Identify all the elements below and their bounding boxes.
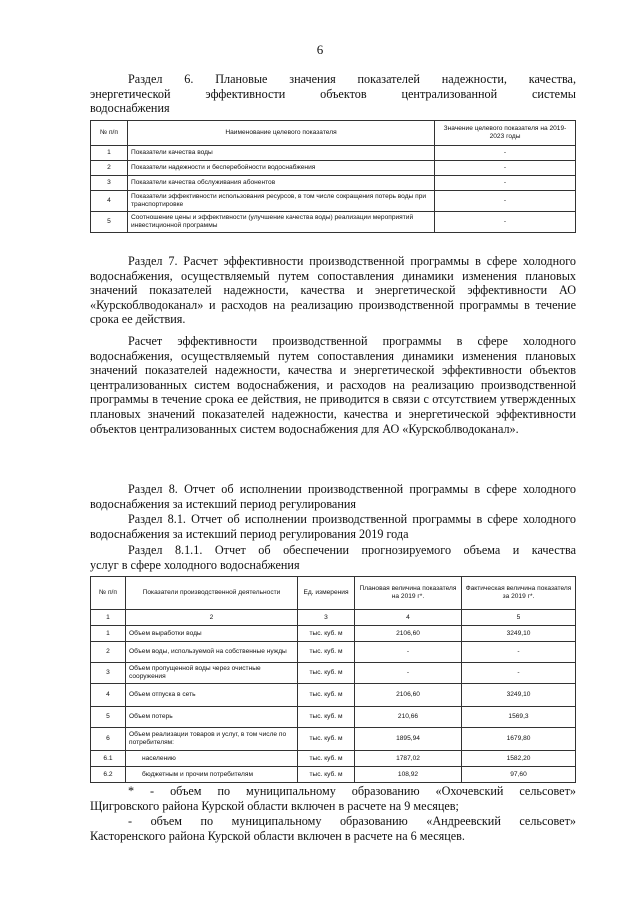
column-number: 5 [462, 610, 576, 626]
row-name: Показатели надежности и бесперебойности водоснабжения [128, 161, 435, 176]
footnote-line: - объем по муниципальному образованию «Андреевский сельсовет» [128, 814, 576, 828]
row-fact: 1679,80 [462, 728, 576, 751]
production-report-table [90, 576, 576, 783]
column-header: Показатели производственной деятельности [126, 577, 298, 610]
row-name: Показатели качества обслуживания абонентов [128, 176, 435, 191]
row-fact: 1582,20 [462, 751, 576, 767]
column-number: 3 [298, 610, 355, 626]
table-row [91, 161, 576, 176]
footnote-1 [90, 784, 576, 813]
table-header-row [91, 577, 576, 610]
row-number: 4 [91, 684, 126, 707]
row-value: - [435, 161, 576, 176]
row-number: 6.1 [91, 751, 126, 767]
row-plan: 2106,60 [355, 684, 462, 707]
row-fact: - [462, 642, 576, 663]
row-number: 6 [91, 728, 126, 751]
row-name: Объем воды, используемой на собственные нужды [126, 642, 298, 663]
row-name: Объем выработки воды [126, 626, 298, 642]
footnote-line: Касторенского района Курской области включен в расчете на 6 месяцев. [90, 828, 465, 843]
column-header: Наименование целевого показателя [128, 121, 435, 146]
table-row [91, 626, 576, 642]
row-plan: - [355, 663, 462, 684]
row-number: 1 [91, 626, 126, 642]
row-unit: тыс. куб. м [298, 728, 355, 751]
row-fact: 3249,10 [462, 626, 576, 642]
row-plan: 1787,02 [355, 751, 462, 767]
table-row [91, 642, 576, 663]
table-row [91, 176, 576, 191]
row-number: 5 [91, 212, 128, 233]
row-name: Показатели качества воды [128, 146, 435, 161]
section6-heading-line: Раздел 6. Плановые значения показателей надежности, качества, [128, 72, 576, 86]
section6-heading [90, 72, 576, 116]
row-name: Объем реализации товаров и услуг, в том числе по потребителям: [126, 728, 298, 751]
column-header: Фактическая величина показателя за 2019 г*. [462, 577, 576, 610]
row-name: Объем отпуска в сеть [126, 684, 298, 707]
table-row [91, 728, 576, 751]
row-value: - [435, 176, 576, 191]
row-plan: - [355, 642, 462, 663]
footnote-line: Щигровского района Курской области включен в расчете на 9 месяцев; [90, 798, 459, 813]
section6-heading-line: энергетической эффективности объектов централизованной системы [90, 86, 576, 101]
footnote-2 [90, 814, 576, 843]
row-fact: 1569,3 [462, 707, 576, 728]
table-row [91, 191, 576, 212]
section8-1-paragraph: Раздел 8.1. Отчет об исполнении производственной программы в сфере холодного водоснабжения за истекший период регулирования 2019 года [90, 512, 576, 541]
section8-1-1-line: Раздел 8.1.1. Отчет об обеспечении прогнозируемого объема и качества [128, 543, 576, 557]
row-unit: тыс. куб. м [298, 663, 355, 684]
row-unit: тыс. куб. м [298, 707, 355, 728]
column-header: № п/п [91, 121, 128, 146]
row-number: 1 [91, 146, 128, 161]
page-number: 6 [316, 42, 324, 57]
row-fact: 97,60 [462, 767, 576, 783]
indicators-table [90, 120, 576, 233]
row-unit: тыс. куб. м [298, 626, 355, 642]
column-number-row [91, 610, 576, 626]
column-number: 2 [126, 610, 298, 626]
column-header: Значение целевого показателя на 2019-2023 годы [435, 121, 576, 146]
row-plan: 1895,94 [355, 728, 462, 751]
section7-explanation: Расчет эффективности производственной программы в сфере холодного водоснабжения, осуществляемый путем сопоставления динамики изменения плановых значений показателей надежности, качества и энергетической эффективности объектов централизованных систем водоснабжения, и расходов на реализацию производственной программы в течение срока ее действия, не приводится в связи с отсутствием утвержденных плановых значений показателей надежности, качества и энергетической эффективности объектов централизованных систем водоснабжения для АО «Курскоблводоканал». [90, 334, 576, 436]
row-number: 4 [91, 191, 128, 212]
column-header: Ед. измерения [298, 577, 355, 610]
row-value: - [435, 146, 576, 161]
row-number: 5 [91, 707, 126, 728]
row-name: Соотношение цены и эффективности (улучшение качества воды) реализации мероприятий инвестиционной программы [128, 212, 435, 233]
section8-paragraph: Раздел 8. Отчет об исполнении производственной программы в сфере холодного водоснабжения за истекший период регулирования [90, 482, 576, 511]
row-fact: 3249,10 [462, 684, 576, 707]
row-value: - [435, 191, 576, 212]
row-number: 3 [91, 663, 126, 684]
row-unit: тыс. куб. м [298, 751, 355, 767]
section6-heading-line: водоснабжения [90, 101, 170, 116]
footnote-line: * - объем по муниципальному образованию «Охочевский сельсовет» [128, 784, 576, 798]
row-plan: 108,92 [355, 767, 462, 783]
row-number: 2 [91, 161, 128, 176]
column-header: Плановая величина показателя на 2019 г*. [355, 577, 462, 610]
table-row [91, 767, 576, 783]
section8-1-1-heading [90, 543, 576, 572]
column-number: 1 [91, 610, 126, 626]
row-plan: 210,66 [355, 707, 462, 728]
table-row [91, 663, 576, 684]
table-row [91, 212, 576, 233]
table-row [91, 684, 576, 707]
row-name: Объем потерь [126, 707, 298, 728]
row-name: Объем пропущенной воды через очистные сооружения [126, 663, 298, 684]
row-unit: тыс. куб. м [298, 767, 355, 783]
table-row [91, 707, 576, 728]
column-header: № п/п [91, 577, 126, 610]
row-number: 2 [91, 642, 126, 663]
column-number: 4 [355, 610, 462, 626]
row-unit: тыс. куб. м [298, 684, 355, 707]
table-row [91, 751, 576, 767]
row-unit: тыс. куб. м [298, 642, 355, 663]
row-plan: 2106,60 [355, 626, 462, 642]
row-number: 3 [91, 176, 128, 191]
row-number: 6.2 [91, 767, 126, 783]
row-fact: - [462, 663, 576, 684]
row-value: - [435, 212, 576, 233]
row-name: населению [126, 751, 298, 767]
table-header-row [91, 121, 576, 146]
row-name: Показатели эффективности использования ресурсов, в том числе сокращения потерь воды при транспортировке [128, 191, 435, 212]
section8-1-1-line: услуг в сфере холодного водоснабжения [90, 557, 300, 572]
table-row [91, 146, 576, 161]
row-name: бюджетным и прочим потребителям [126, 767, 298, 783]
section7-paragraph: Раздел 7. Расчет эффективности производственной программы в сфере холодного водоснабжения, осуществляемый путем сопоставления динамики изменения плановых значений показателей надежности, качества и энергетической эффективности АО «Курскоблводоканал» и расходов на реализацию производственной программы в течение срока ее действия. [90, 254, 576, 327]
